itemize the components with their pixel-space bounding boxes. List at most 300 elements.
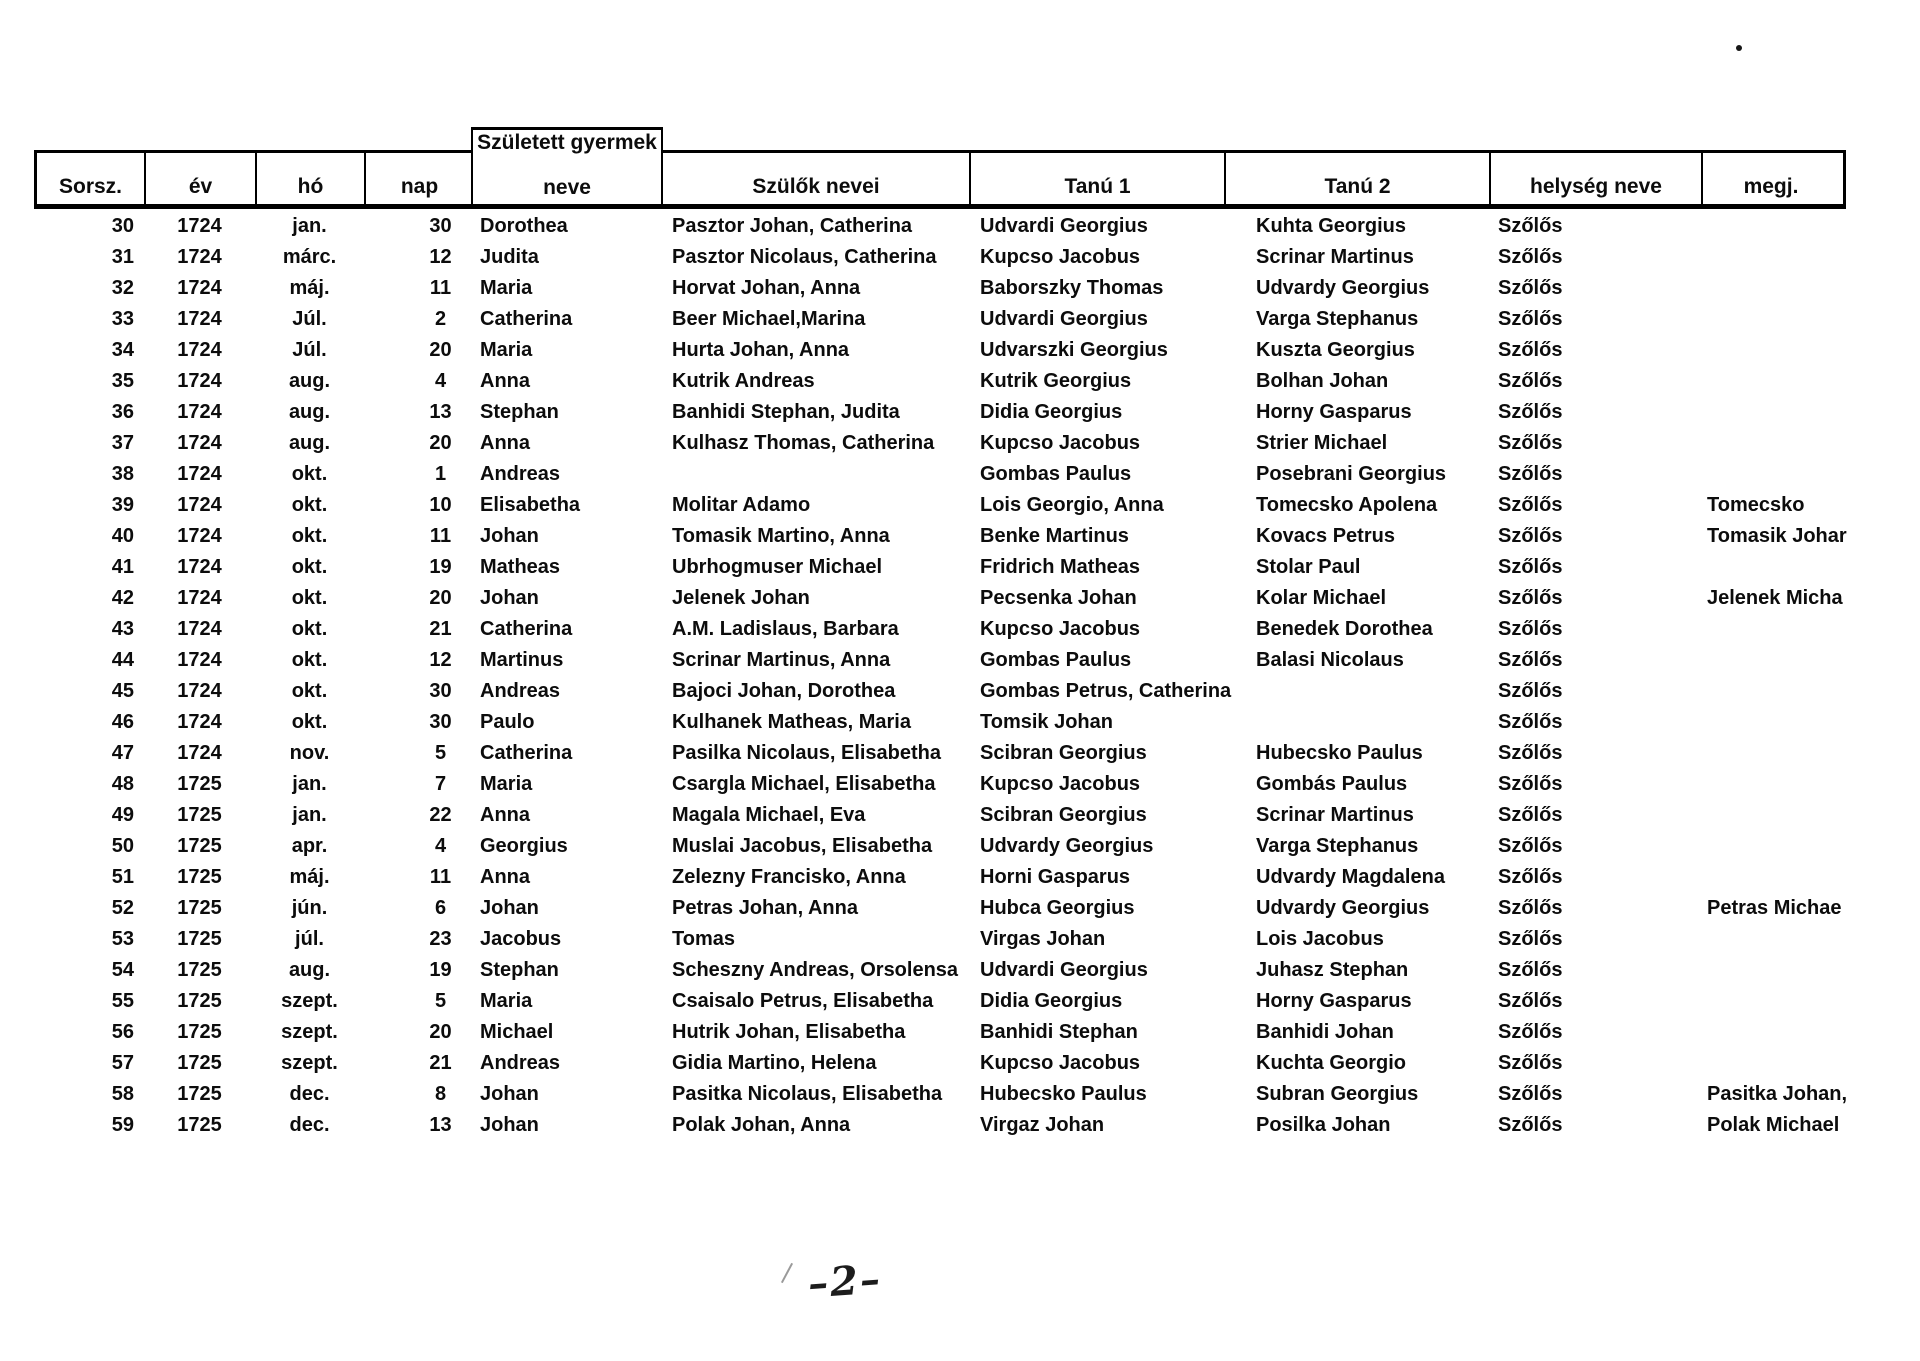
cell-szulok: A.M. Ladislaus, Barbara: [672, 618, 899, 640]
table-row: [37, 583, 1843, 614]
cell-neve: Matheas: [480, 556, 561, 578]
cell-tanu1: Scibran Georgius: [980, 804, 1147, 826]
table-row: [37, 645, 1843, 676]
cell-neve: Andreas: [480, 680, 561, 702]
cell-tanu1: Udvarszki Georgius: [980, 339, 1168, 361]
cell-megj: [1705, 211, 1843, 242]
table-row: [37, 862, 1843, 893]
cell-megj: Polak Michael: [1707, 1114, 1840, 1136]
cell-neve: Paulo: [480, 711, 535, 733]
cell-ev: 1725: [177, 990, 222, 1012]
cell-sorsz: 44: [111, 649, 134, 671]
table-row: [37, 800, 1843, 831]
cell-helyseg: Szőlős: [1498, 804, 1563, 826]
cell-ho: nov.: [289, 742, 330, 764]
cell-sorsz: 32: [111, 277, 134, 299]
cell-ev: 1724: [177, 463, 222, 485]
cell-tanu2: Varga Stephanus: [1256, 308, 1419, 330]
table-row: [37, 397, 1843, 428]
cell-megj: Tomecsko: [1707, 494, 1805, 516]
cell-neve: Johan: [480, 897, 539, 919]
cell-tanu2: Strier Michael: [1256, 432, 1388, 454]
cell-szulok: Magala Michael, Eva: [672, 804, 866, 826]
cell-neve: Johan: [480, 587, 539, 609]
cell-nap: 30: [429, 711, 452, 733]
table-row: [37, 893, 1843, 924]
cell-ev: 1724: [177, 339, 222, 361]
cell-neve: Anna: [480, 804, 530, 826]
cell-tanu2: Scrinar Martinus: [1256, 246, 1414, 268]
table-row: [37, 242, 1843, 273]
cell-ev: 1724: [177, 494, 222, 516]
cell-neve: Maria: [480, 990, 533, 1012]
cell-tanu2: Juhasz Stephan: [1256, 959, 1409, 981]
cell-tanu1: Scibran Georgius: [980, 742, 1147, 764]
cell-szulok: Kulhanek Matheas, Maria: [672, 711, 911, 733]
cell-szulok: Hurta Johan, Anna: [672, 339, 850, 361]
cell-nap: 12: [429, 246, 452, 268]
cell-ev: 1725: [177, 1052, 222, 1074]
cell-nap: 2: [434, 308, 447, 330]
cell-szulok: Csaisalo Petrus, Elisabetha: [672, 990, 934, 1012]
cell-tanu1: Didia Georgius: [980, 401, 1123, 423]
cell-szulok: Tomasik Martino, Anna: [672, 525, 890, 547]
cell-neve: Johan: [480, 525, 539, 547]
cell-ho: júl.: [295, 928, 324, 950]
cell-megj: Tomasik Johar: [1707, 525, 1847, 547]
table-row: [37, 490, 1843, 521]
cell-helyseg: Szőlős: [1498, 928, 1563, 950]
cell-sorsz: 38: [111, 463, 134, 485]
cell-megj: Petras Michae: [1707, 897, 1842, 919]
header-helyseg: helység neve: [1489, 153, 1701, 204]
cell-helyseg: Szőlős: [1498, 1083, 1563, 1105]
cell-helyseg: Szőlős: [1498, 556, 1563, 578]
cell-megj: Pasitka Johan,: [1707, 1083, 1848, 1105]
cell-nap: 7: [434, 773, 447, 795]
cell-sorsz: 34: [111, 339, 134, 361]
cell-ev: 1724: [177, 618, 222, 640]
cell-nap: 4: [434, 370, 447, 392]
cell-szulok: Hutrik Johan, Elisabetha: [672, 1021, 906, 1043]
cell-nap: 30: [429, 215, 452, 237]
cell-tanu2: Scrinar Martinus: [1256, 804, 1414, 826]
cell-tanu2: Balasi Nicolaus: [1256, 649, 1404, 671]
cell-tanu1: Udvardi Georgius: [980, 215, 1148, 237]
cell-nap: 11: [429, 525, 452, 547]
cell-ev: 1725: [177, 835, 222, 857]
cell-tanu2: Posebrani Georgius: [1256, 463, 1447, 485]
cell-szulok: Bajoci Johan, Dorothea: [672, 680, 896, 702]
cell-ho: aug.: [288, 370, 331, 392]
cell-sorsz: 45: [111, 680, 134, 702]
header-tanu1: Tanú 1: [969, 153, 1224, 204]
cell-tanu2: Lois Jacobus: [1256, 928, 1384, 950]
cell-ho: dec.: [289, 1114, 330, 1136]
table-row: [37, 955, 1843, 986]
cell-neve: Andreas: [480, 1052, 561, 1074]
cell-megj: [1705, 738, 1843, 769]
cell-tanu2: Posilka Johan: [1256, 1114, 1391, 1136]
cell-tanu1: Kutrik Georgius: [980, 370, 1132, 392]
cell-ho: szept.: [281, 1021, 338, 1043]
cell-ev: 1725: [177, 897, 222, 919]
cell-helyseg: Szőlős: [1498, 773, 1563, 795]
cell-ho: okt.: [291, 711, 328, 733]
cell-ho: jan.: [292, 773, 327, 795]
cell-sorsz: 36: [111, 401, 134, 423]
cell-nap: 5: [434, 990, 447, 1012]
cell-sorsz: 35: [111, 370, 134, 392]
cell-nap: 23: [429, 928, 452, 950]
header-tanu2: Tanú 2: [1224, 153, 1489, 204]
cell-sorsz: 55: [111, 990, 134, 1012]
cell-tanu2: Kuchta Georgio: [1256, 1052, 1407, 1074]
table-row: [37, 521, 1847, 552]
cell-sorsz: 57: [111, 1052, 134, 1074]
cell-sorsz: 37: [111, 432, 134, 454]
cell-helyseg: Szőlős: [1498, 742, 1563, 764]
cell-tanu2: Banhidi Johan: [1256, 1021, 1394, 1043]
cell-tanu2: Horny Gasparus: [1256, 401, 1412, 423]
cell-nap: 20: [429, 432, 452, 454]
cell-ho: apr.: [291, 835, 328, 857]
cell-tanu1: Virgaz Johan: [980, 1114, 1105, 1136]
cell-helyseg: Szőlős: [1498, 866, 1563, 888]
cell-helyseg: Szőlős: [1498, 401, 1563, 423]
cell-szulok: Pasilka Nicolaus, Elisabetha: [672, 742, 942, 764]
cell-megj: [1705, 676, 1843, 707]
cell-helyseg: Szőlős: [1498, 463, 1563, 485]
cell-neve: Stephan: [480, 959, 559, 981]
table-header: [34, 131, 1846, 209]
cell-ev: 1725: [177, 1114, 222, 1136]
cell-megj: Jelenek Micha: [1707, 587, 1843, 609]
cell-megj: [1705, 986, 1843, 1017]
cell-helyseg: Szőlős: [1498, 680, 1563, 702]
cell-tanu1: Kupcso Jacobus: [980, 1052, 1141, 1074]
cell-szulok: Ubrhogmuser Michael: [672, 556, 883, 578]
cell-ho: jan.: [292, 215, 327, 237]
cell-helyseg: Szőlős: [1498, 990, 1563, 1012]
cell-neve: Martinus: [480, 649, 564, 671]
header-megj: megj.: [1701, 153, 1839, 204]
cell-szulok: Gidia Martino, Helena: [672, 1052, 877, 1074]
cell-ev: 1724: [177, 711, 222, 733]
cell-neve: Dorothea: [480, 215, 568, 237]
cell-ho: jan.: [292, 804, 327, 826]
cell-sorsz: 31: [111, 246, 134, 268]
cell-sorsz: 41: [111, 556, 134, 578]
cell-megj: [1705, 397, 1843, 428]
cell-helyseg: Szőlős: [1498, 370, 1563, 392]
cell-tanu1: Udvardi Georgius: [980, 959, 1148, 981]
cell-nap: 13: [429, 1114, 452, 1136]
cell-ho: márc.: [282, 246, 337, 268]
cell-megj: [1705, 552, 1843, 583]
cell-szulok: Molitar Adamo: [672, 494, 811, 516]
cell-tanu2: Udvardy Magdalena: [1256, 866, 1445, 888]
header-ev: év: [144, 153, 255, 204]
cell-neve: Judita: [480, 246, 539, 268]
page-number: –2–: [806, 1255, 884, 1308]
cell-nap: 20: [429, 587, 452, 609]
cell-tanu1: Benke Martinus: [980, 525, 1129, 547]
cell-ev: 1724: [177, 742, 222, 764]
cell-tanu1: Udvardi Georgius: [980, 308, 1148, 330]
cell-szulok: Muslai Jacobus, Elisabetha: [672, 835, 933, 857]
table-row: [37, 211, 1843, 242]
cell-tanu2: Kuszta Georgius: [1256, 339, 1415, 361]
header-neve: [471, 127, 663, 204]
cell-tanu1: Hubecsko Paulus: [980, 1083, 1147, 1105]
cell-tanu1: Lois Georgio, Anna: [980, 494, 1164, 516]
table-row: [37, 1079, 1848, 1110]
cell-neve: Anna: [480, 432, 530, 454]
table-row: [37, 769, 1843, 800]
cell-nap: 5: [434, 742, 447, 764]
cell-szulok: Pasztor Nicolaus, Catherina: [672, 246, 937, 268]
cell-helyseg: Szőlős: [1498, 649, 1563, 671]
cell-nap: 6: [434, 897, 447, 919]
cell-tanu1: Hubca Georgius: [980, 897, 1135, 919]
table-row: [37, 335, 1843, 366]
cell-ev: 1724: [177, 308, 222, 330]
cell-helyseg: Szőlős: [1498, 432, 1563, 454]
cell-szulok: Zelezny Francisko, Anna: [672, 866, 906, 888]
cell-megj: [1705, 1017, 1843, 1048]
cell-helyseg: Szőlős: [1498, 587, 1563, 609]
cell-szulok: Polak Johan, Anna: [672, 1114, 851, 1136]
cell-tanu2: Gombás Paulus: [1256, 773, 1408, 795]
cell-ev: 1724: [177, 246, 222, 268]
cell-ho: szept.: [281, 990, 338, 1012]
cell-helyseg: Szőlős: [1498, 897, 1563, 919]
cell-neve: Maria: [480, 773, 533, 795]
cell-neve: Georgius: [480, 835, 568, 857]
cell-szulok: Jelenek Johan: [672, 587, 810, 609]
cell-ho: Júl.: [292, 308, 327, 330]
cell-ev: 1724: [177, 432, 222, 454]
scan-speck: [1736, 45, 1742, 51]
cell-szulok: Csargla Michael, Elisabetha: [672, 773, 936, 795]
cell-tanu2: Udvardy Georgius: [1256, 897, 1430, 919]
cell-sorsz: 48: [111, 773, 134, 795]
table-row: [37, 707, 1843, 738]
cell-megj: [1705, 924, 1843, 955]
cell-ho: okt.: [291, 525, 328, 547]
cell-tanu1: Gombas Petrus, Catherina: [980, 680, 1232, 702]
cell-nap: 20: [429, 339, 452, 361]
cell-ev: 1724: [177, 215, 222, 237]
cell-sorsz: 42: [111, 587, 134, 609]
cell-ho: jún.: [291, 897, 328, 919]
cell-helyseg: Szőlős: [1498, 494, 1563, 516]
header-ho: hó: [255, 153, 364, 204]
cell-helyseg: Szőlős: [1498, 711, 1563, 733]
table-row: [37, 459, 1843, 490]
cell-szulok: Beer Michael,Marina: [672, 308, 866, 330]
cell-neve: Stephan: [480, 401, 559, 423]
cell-ev: 1725: [177, 1021, 222, 1043]
cell-neve: Elisabetha: [480, 494, 581, 516]
cell-szulok: Pasztor Johan, Catherina: [672, 215, 913, 237]
cell-megj: [1705, 304, 1843, 335]
cell-tanu1: Didia Georgius: [980, 990, 1123, 1012]
cell-neve: Jacobus: [480, 928, 562, 950]
table-row: [37, 924, 1843, 955]
cell-megj: [1705, 366, 1843, 397]
cell-neve: Catherina: [480, 618, 573, 640]
header-neve-line1: Született gyermek: [477, 131, 657, 154]
cell-nap: 13: [429, 401, 452, 423]
cell-nap: 20: [429, 1021, 452, 1043]
cell-ho: máj.: [289, 866, 330, 888]
cell-tanu2: Hubecsko Paulus: [1256, 742, 1423, 764]
cell-szulok: Petras Johan, Anna: [672, 897, 858, 919]
cell-ho: máj.: [289, 277, 330, 299]
cell-tanu1: Horni Gasparus: [980, 866, 1131, 888]
cell-helyseg: Szőlős: [1498, 215, 1563, 237]
cell-helyseg: Szőlős: [1498, 308, 1563, 330]
table-row: [37, 738, 1843, 769]
header-neve-line2: neve: [543, 176, 591, 199]
table-row: [37, 428, 1843, 459]
cell-tanu1: Virgas Johan: [980, 928, 1106, 950]
cell-nap: 11: [429, 277, 452, 299]
cell-helyseg: Szőlős: [1498, 339, 1563, 361]
cell-szulok: Kulhasz Thomas, Catherina: [672, 432, 935, 454]
table-row: [37, 986, 1843, 1017]
cell-tanu1: Fridrich Matheas: [980, 556, 1141, 578]
cell-sorsz: 40: [111, 525, 134, 547]
cell-ho: aug.: [288, 959, 331, 981]
cell-tanu2: [1228, 676, 1493, 707]
cell-neve: Andreas: [480, 463, 561, 485]
cell-szulok: Tomas: [672, 928, 735, 950]
cell-nap: 21: [429, 618, 452, 640]
cell-neve: Catherina: [480, 308, 573, 330]
cell-tanu1: Banhidi Stephan: [980, 1021, 1138, 1043]
cell-megj: [1705, 1048, 1843, 1079]
cell-megj: [1705, 242, 1843, 273]
cell-szulok: Scrinar Martinus, Anna: [672, 649, 891, 671]
cell-tanu1: Udvardy Georgius: [980, 835, 1154, 857]
scan-mark: [781, 1263, 793, 1283]
cell-sorsz: 47: [111, 742, 134, 764]
cell-szulok: Kutrik Andreas: [672, 370, 815, 392]
cell-ev: 1724: [177, 370, 222, 392]
cell-ho: okt.: [291, 618, 328, 640]
cell-neve: Anna: [480, 370, 530, 392]
cell-neve: Maria: [480, 339, 533, 361]
table-row: [37, 1110, 1843, 1141]
cell-sorsz: 39: [111, 494, 134, 516]
table-row: [37, 273, 1843, 304]
cell-ho: aug.: [288, 401, 331, 423]
cell-ev: 1724: [177, 556, 222, 578]
cell-megj: [1705, 335, 1843, 366]
cell-helyseg: Szőlős: [1498, 525, 1563, 547]
cell-ho: okt.: [291, 556, 328, 578]
cell-sorsz: 53: [111, 928, 134, 950]
cell-sorsz: 50: [111, 835, 134, 857]
table-row: [37, 366, 1843, 397]
cell-neve: Michael: [480, 1021, 554, 1043]
cell-tanu2: Bolhan Johan: [1256, 370, 1389, 392]
table-row: [37, 831, 1843, 862]
cell-helyseg: Szőlős: [1498, 959, 1563, 981]
cell-ev: 1725: [177, 1083, 222, 1105]
cell-helyseg: Szőlős: [1498, 1114, 1563, 1136]
cell-ho: okt.: [291, 680, 328, 702]
cell-megj: [1705, 862, 1843, 893]
cell-ev: 1724: [177, 587, 222, 609]
cell-ev: 1724: [177, 525, 222, 547]
cell-ev: 1725: [177, 959, 222, 981]
cell-megj: [1705, 955, 1843, 986]
cell-megj: [1705, 273, 1843, 304]
cell-nap: 30: [429, 680, 452, 702]
cell-neve: Catherina: [480, 742, 573, 764]
cell-sorsz: 54: [111, 959, 134, 981]
cell-helyseg: Szőlős: [1498, 835, 1563, 857]
cell-ev: 1724: [177, 649, 222, 671]
cell-ho: dec.: [289, 1083, 330, 1105]
cell-nap: 1: [434, 463, 447, 485]
cell-ev: 1725: [177, 804, 222, 826]
cell-ev: 1725: [177, 928, 222, 950]
header-szulok: Szülők nevei: [661, 153, 969, 204]
cell-neve: Johan: [480, 1114, 539, 1136]
table-row: [37, 1048, 1843, 1079]
cell-ev: 1725: [177, 773, 222, 795]
cell-tanu2: Stolar Paul: [1256, 556, 1361, 578]
cell-tanu1: Pecsenka Johan: [980, 587, 1137, 609]
cell-tanu2: Kovacs Petrus: [1256, 525, 1395, 547]
cell-helyseg: Szőlős: [1498, 277, 1563, 299]
cell-nap: 4: [434, 835, 447, 857]
cell-ho: okt.: [291, 463, 328, 485]
cell-tanu1: Kupcso Jacobus: [980, 773, 1141, 795]
cell-tanu2: Udvardy Georgius: [1256, 277, 1430, 299]
table-row: [37, 1017, 1843, 1048]
cell-helyseg: Szőlős: [1498, 1052, 1563, 1074]
cell-ev: 1724: [177, 277, 222, 299]
cell-szulok: Banhidi Stephan, Judita: [672, 401, 900, 423]
cell-tanu1: Kupcso Jacobus: [980, 618, 1141, 640]
cell-ev: 1724: [177, 401, 222, 423]
cell-megj: [1705, 645, 1843, 676]
cell-sorsz: 46: [111, 711, 134, 733]
cell-megj: [1705, 428, 1843, 459]
cell-ho: okt.: [291, 494, 328, 516]
table-row: [37, 552, 1843, 583]
table-body: [37, 211, 1848, 1141]
cell-ho: okt.: [291, 649, 328, 671]
cell-tanu1: Baborszky Thomas: [980, 277, 1164, 299]
cell-sorsz: 52: [111, 897, 134, 919]
table-row: [37, 614, 1843, 645]
cell-ho: okt.: [291, 587, 328, 609]
cell-ev: 1725: [177, 866, 222, 888]
cell-tanu1: Gombas Paulus: [980, 463, 1132, 485]
table-row: [37, 676, 1843, 707]
cell-helyseg: Szőlős: [1498, 618, 1563, 640]
cell-neve: Anna: [480, 866, 530, 888]
cell-tanu2: Tomecsko Apolena: [1256, 494, 1438, 516]
cell-nap: 21: [429, 1052, 452, 1074]
